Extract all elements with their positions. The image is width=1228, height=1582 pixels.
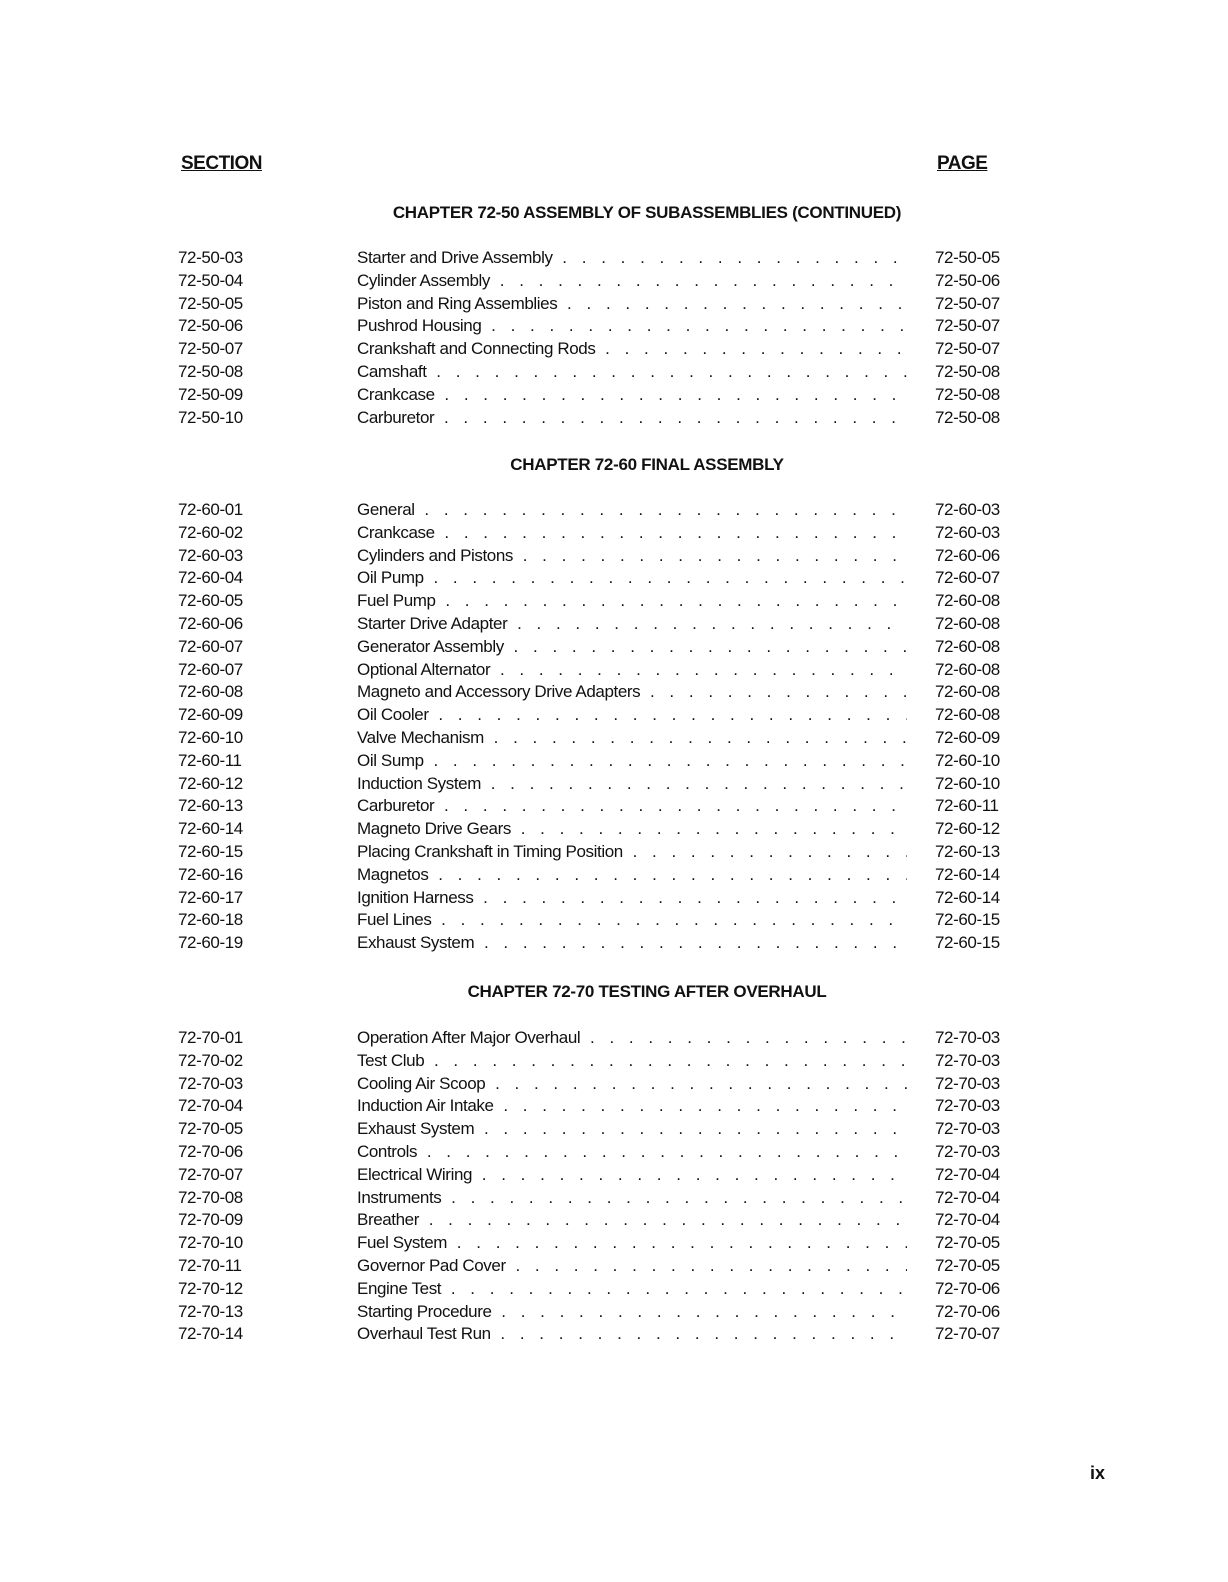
toc-entry <box>0 339 1228 362</box>
section-number: 72-60-03 <box>178 545 243 565</box>
page-column-header: PAGE <box>937 153 988 174</box>
section-number: 72-70-04 <box>178 1096 243 1116</box>
entry-title: Piston and Ring Assemblies . . . <box>357 294 907 314</box>
entry-title: Governor Pad Cover . . . <box>357 1256 907 1276</box>
page-reference: 72-60-14 <box>935 887 1000 907</box>
toc-entry <box>0 819 1228 842</box>
entry-title: Magneto and Accessory Drive Adapters . . . <box>357 682 907 702</box>
page-reference: 72-60-10 <box>935 750 1000 770</box>
section-number: 72-50-08 <box>178 361 243 381</box>
entry-title: Starter and Drive Assembly . . . <box>357 248 907 268</box>
entry-title: Cylinders and Pistons . . . <box>357 546 907 566</box>
page-reference: 72-70-03 <box>935 1141 1000 1161</box>
page-reference: 72-50-07 <box>935 339 1000 359</box>
page-reference: 72-50-07 <box>935 316 1000 336</box>
section-number: 72-70-08 <box>178 1187 243 1207</box>
toc-entry <box>0 500 1228 523</box>
section-column-header: SECTION <box>181 153 262 174</box>
chapter-heading: CHAPTER 72-70 TESTING AFTER OVERHAUL <box>467 982 827 1001</box>
entry-title: Fuel Lines . . . <box>357 910 907 930</box>
page-reference: 72-70-05 <box>935 1233 1000 1253</box>
entry-title: Starting Procedure . . . <box>357 1302 907 1322</box>
toc-entry <box>0 1074 1228 1097</box>
chapter-heading: CHAPTER 72-60 FINAL ASSEMBLY <box>510 455 784 474</box>
page-reference: 72-50-05 <box>935 248 1000 267</box>
entry-title: Crankshaft and Connecting Rods . . . <box>357 339 907 359</box>
toc-entry <box>0 1142 1228 1165</box>
toc-entry <box>0 408 1228 431</box>
entry-title: Optional Alternator . . . <box>357 660 907 680</box>
toc-list <box>0 500 1228 956</box>
page-reference: 72-60-10 <box>935 773 1000 793</box>
page-reference: 72-60-07 <box>935 568 1000 588</box>
page-reference: 72-70-06 <box>935 1301 1000 1321</box>
toc-entry <box>0 568 1228 591</box>
section-number: 72-60-19 <box>178 933 243 953</box>
toc-entry <box>0 660 1228 683</box>
section-number: 72-60-05 <box>178 591 243 611</box>
entry-title: Exhaust System . . . <box>357 933 907 953</box>
section-number: 72-70-02 <box>178 1050 243 1070</box>
page-reference: 72-70-03 <box>935 1096 1000 1116</box>
page-reference: 72-60-03 <box>935 500 1000 519</box>
section-number: 72-70-12 <box>178 1278 243 1298</box>
toc-entry <box>0 385 1228 408</box>
entry-title: Starter Drive Adapter . . . <box>357 614 907 634</box>
toc-entry <box>0 1233 1228 1256</box>
entry-title: Crankcase . . . <box>357 523 907 543</box>
page-reference: 72-70-05 <box>935 1255 1000 1275</box>
entry-title: Breather . . . <box>357 1210 907 1230</box>
section-number: 72-60-11 <box>178 750 242 770</box>
entry-title: Carburetor . . . <box>357 408 907 428</box>
page-reference: 72-60-12 <box>935 819 1000 839</box>
section-number: 72-70-10 <box>178 1233 243 1253</box>
toc-entry <box>0 591 1228 614</box>
section-number: 72-60-15 <box>178 841 243 861</box>
entry-title: Ignition Harness . . . <box>357 888 907 908</box>
toc-entry <box>0 774 1228 797</box>
entry-title: Magneto Drive Gears . . . <box>357 819 907 839</box>
section-number: 72-60-09 <box>178 705 243 725</box>
section-number: 72-70-09 <box>178 1210 243 1230</box>
toc-entry <box>0 933 1228 956</box>
section-number: 72-50-10 <box>178 407 243 427</box>
entry-title: Placing Crankshaft in Timing Position . . . <box>357 842 907 862</box>
entry-title: Generator Assembly . . . <box>357 637 907 657</box>
page-reference: 72-50-06 <box>935 270 1000 290</box>
entry-title: Camshaft . . . <box>357 362 907 382</box>
page-folio: ix <box>1090 1463 1106 1483</box>
page-reference: 72-70-03 <box>935 1119 1000 1139</box>
section-number: 72-50-03 <box>178 248 243 267</box>
toc-entry <box>0 294 1228 317</box>
entry-title: Oil Cooler . . . <box>357 705 907 725</box>
page-reference: 72-60-15 <box>935 910 1000 930</box>
section-number: 72-50-09 <box>178 384 243 404</box>
chapter-heading: CHAPTER 72-50 ASSEMBLY OF SUBASSEMBLIES (CONTINUED) <box>392 203 902 222</box>
entry-title: Cooling Air Scoop . . . <box>357 1074 907 1094</box>
entry-title: Engine Test . . . <box>357 1279 907 1299</box>
section-number: 72-60-02 <box>178 522 243 542</box>
section-number: 72-70-11 <box>178 1255 242 1275</box>
section-number: 72-60-14 <box>178 819 243 839</box>
page-reference: 72-70-04 <box>935 1164 1000 1184</box>
section-number: 72-60-07 <box>178 659 243 679</box>
toc-entry <box>0 1119 1228 1142</box>
entry-title: Fuel System . . . <box>357 1233 907 1253</box>
toc-entry <box>0 1188 1228 1211</box>
page-reference: 72-70-06 <box>935 1278 1000 1298</box>
entry-title: Fuel Pump . . . <box>357 591 907 611</box>
page-reference: 72-70-04 <box>935 1210 1000 1230</box>
toc-list <box>0 1028 1228 1347</box>
toc-entry <box>0 637 1228 660</box>
toc-entry <box>0 1302 1228 1325</box>
entry-title: Induction Air Intake . . . <box>357 1096 907 1116</box>
page-reference: 72-50-08 <box>935 384 1000 404</box>
toc-entry <box>0 1028 1228 1051</box>
section-number: 72-60-16 <box>178 864 243 884</box>
page-reference: 72-60-08 <box>935 659 1000 679</box>
section-number: 72-70-07 <box>178 1164 243 1184</box>
section-number: 72-50-06 <box>178 316 243 336</box>
entry-title: Overhaul Test Run . . . <box>357 1324 907 1344</box>
section-number: 72-70-06 <box>178 1141 243 1161</box>
entry-title: General . . . <box>357 500 907 520</box>
page-reference: 72-60-14 <box>935 864 1000 884</box>
toc-entry <box>0 796 1228 819</box>
page-reference: 72-60-08 <box>935 682 1000 702</box>
section-number: 72-60-17 <box>178 887 243 907</box>
entry-title: Crankcase . . . <box>357 385 907 405</box>
page-reference: 72-70-03 <box>935 1050 1000 1070</box>
page-reference: 72-60-11 <box>935 796 999 816</box>
section-number: 72-70-05 <box>178 1119 243 1139</box>
toc-entry <box>0 614 1228 637</box>
page-reference: 72-60-08 <box>935 705 1000 725</box>
entry-title: Cylinder Assembly . . . <box>357 271 907 291</box>
toc-entry <box>0 865 1228 888</box>
entry-title: Induction System . . . <box>357 774 907 794</box>
section-number: 72-70-14 <box>178 1324 243 1344</box>
page-reference: 72-50-07 <box>935 293 1000 313</box>
section-number: 72-60-08 <box>178 682 243 702</box>
page-reference: 72-60-08 <box>935 613 1000 633</box>
toc-entry <box>0 1324 1228 1347</box>
entry-title: Magnetos . . . <box>357 865 907 885</box>
page-reference: 72-50-08 <box>935 361 1000 381</box>
section-number: 72-60-10 <box>178 727 243 747</box>
toc-entry <box>0 842 1228 865</box>
toc-list <box>0 248 1228 430</box>
section-number: 72-50-04 <box>178 270 243 290</box>
toc-entry <box>0 888 1228 911</box>
page-reference: 72-60-03 <box>935 522 1000 542</box>
toc-entry <box>0 316 1228 339</box>
page-reference: 72-60-08 <box>935 636 1000 656</box>
entry-title: Exhaust System . . . <box>357 1119 907 1139</box>
section-number: 72-70-13 <box>178 1301 243 1321</box>
entry-title: Oil Sump . . . <box>357 751 907 771</box>
page-reference: 72-60-08 <box>935 591 1000 611</box>
entry-title: Pushrod Housing . . . <box>357 316 907 336</box>
toc-entry <box>0 362 1228 385</box>
section-number: 72-70-01 <box>178 1028 243 1047</box>
entry-title: Controls . . . <box>357 1142 907 1162</box>
toc-entry <box>0 682 1228 705</box>
entry-title: Electrical Wiring . . . <box>357 1165 907 1185</box>
page-reference: 72-60-13 <box>935 841 1000 861</box>
toc-entry <box>0 1256 1228 1279</box>
entry-title: Operation After Major Overhaul . . . <box>357 1028 907 1048</box>
entry-title: Instruments . . . <box>357 1188 907 1208</box>
toc-entry <box>0 271 1228 294</box>
page-reference: 72-50-08 <box>935 407 1000 427</box>
page-reference: 72-70-07 <box>935 1324 1000 1344</box>
toc-entry <box>0 1210 1228 1233</box>
toc-entry <box>0 1051 1228 1074</box>
page-reference: 72-70-03 <box>935 1028 1000 1047</box>
page-reference: 72-70-03 <box>935 1073 1000 1093</box>
toc-entry <box>0 1096 1228 1119</box>
toc-entry <box>0 1165 1228 1188</box>
section-number: 72-50-05 <box>178 293 243 313</box>
page-reference: 72-70-04 <box>935 1187 1000 1207</box>
entry-title: Carburetor . . . <box>357 796 907 816</box>
page-reference: 72-60-15 <box>935 933 1000 953</box>
toc-entry <box>0 248 1228 271</box>
section-number: 72-60-18 <box>178 910 243 930</box>
entry-title: Oil Pump . . . <box>357 568 907 588</box>
section-number: 72-60-01 <box>178 500 243 519</box>
toc-entry <box>0 705 1228 728</box>
toc-entry <box>0 728 1228 751</box>
page-reference: 72-60-06 <box>935 545 1000 565</box>
section-number: 72-70-03 <box>178 1073 243 1093</box>
entry-title: Valve Mechanism . . . <box>357 728 907 748</box>
toc-entry <box>0 523 1228 546</box>
section-number: 72-60-13 <box>178 796 243 816</box>
entry-title: Test Club . . . <box>357 1051 907 1071</box>
section-number: 72-60-06 <box>178 613 243 633</box>
toc-entry <box>0 546 1228 569</box>
toc-entry <box>0 751 1228 774</box>
page-reference: 72-60-09 <box>935 727 1000 747</box>
section-number: 72-60-07 <box>178 636 243 656</box>
toc-entry <box>0 1279 1228 1302</box>
section-number: 72-60-04 <box>178 568 243 588</box>
toc-entry <box>0 910 1228 933</box>
section-number: 72-60-12 <box>178 773 243 793</box>
section-number: 72-50-07 <box>178 339 243 359</box>
